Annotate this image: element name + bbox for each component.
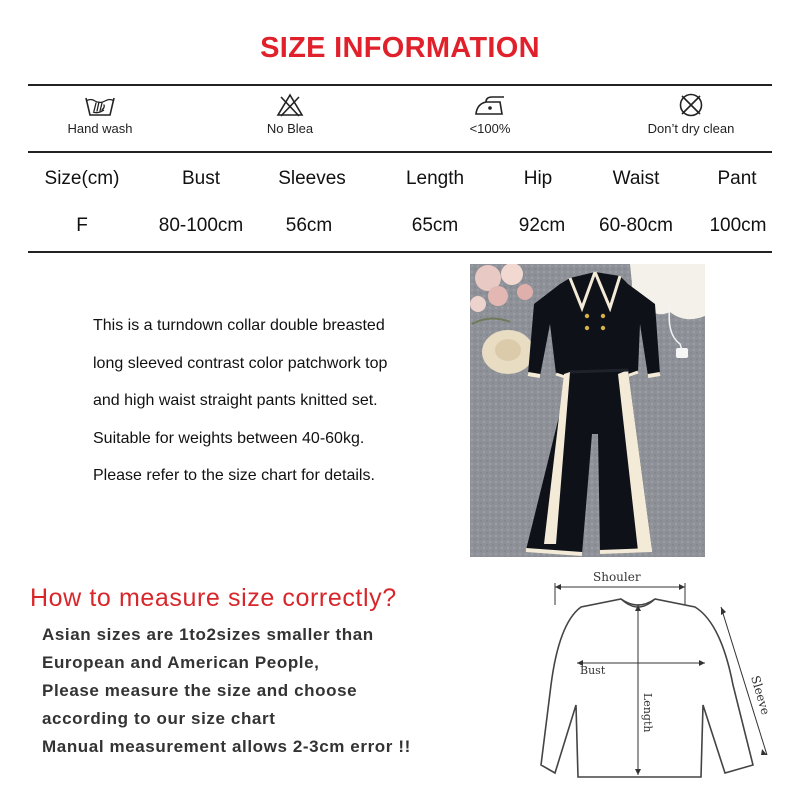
care-label: <100% bbox=[469, 121, 511, 136]
table-header: Hip bbox=[523, 168, 553, 189]
table-header: Length bbox=[405, 168, 465, 189]
table-cell: F bbox=[76, 215, 88, 236]
description-line: Please refer to the size chart for details. bbox=[93, 467, 375, 484]
table-cell: 65cm bbox=[411, 215, 459, 236]
care-item-iron bbox=[415, 92, 565, 136]
table-header: Size(cm) bbox=[44, 168, 120, 189]
divider-bottom bbox=[28, 251, 772, 253]
sweater-diagram bbox=[525, 565, 787, 795]
hand-wash-icon bbox=[83, 92, 117, 118]
table-cell: 60-80cm bbox=[599, 215, 673, 236]
description-line: This is a turndown collar double breasted bbox=[93, 317, 385, 334]
divider-mid bbox=[28, 151, 772, 153]
table-row bbox=[28, 215, 772, 249]
table-cell: 100cm bbox=[709, 215, 767, 236]
description-line: long sleeved contrast color patchwork top bbox=[93, 354, 388, 372]
note-line: European and American People, bbox=[42, 653, 320, 672]
divider-top bbox=[28, 84, 772, 86]
care-label: No Blea bbox=[266, 121, 314, 136]
page-title: SIZE INFORMATION bbox=[260, 32, 540, 64]
table-header: Sleeves bbox=[278, 168, 346, 189]
description-line: and high waist straight pants knitted set. bbox=[93, 392, 378, 409]
note-line: Asian sizes are 1to2sizes smaller than bbox=[42, 625, 374, 644]
table-cell: 92cm bbox=[518, 215, 566, 236]
note-line: Please measure the size and choose bbox=[42, 681, 358, 700]
sleeve-label: Sleeve bbox=[748, 673, 773, 717]
measurement-diagram bbox=[525, 565, 787, 795]
no-dry-clean-icon bbox=[676, 92, 706, 118]
no-bleach-icon bbox=[275, 92, 305, 118]
shoulder-label: Shouler bbox=[593, 570, 641, 584]
note-line: Manual measurement allows 2-3cm error !! bbox=[42, 737, 411, 756]
table-cell: 80-100cm bbox=[158, 215, 244, 236]
description-line: Suitable for weights between 40-60kg. bbox=[93, 429, 365, 447]
how-to-measure-notes bbox=[42, 624, 411, 764]
table-header: Waist bbox=[612, 168, 660, 189]
care-item-no-dry-clean bbox=[616, 92, 766, 136]
length-label: Length bbox=[641, 693, 654, 733]
care-item-hand-wash bbox=[25, 92, 175, 136]
product-description bbox=[93, 316, 463, 504]
care-label: Don’t dry clean bbox=[647, 121, 735, 136]
care-instructions bbox=[28, 92, 772, 144]
care-item-no-bleach bbox=[215, 92, 365, 136]
how-to-measure-title: How to measure size correctly? bbox=[30, 584, 397, 612]
product-photo bbox=[470, 264, 705, 557]
product-photo-illustration bbox=[470, 264, 705, 557]
table-header: Pant bbox=[717, 168, 757, 189]
table-header-row bbox=[28, 168, 772, 202]
table-header: Bust bbox=[181, 168, 221, 189]
iron-icon bbox=[472, 92, 508, 118]
table-cell: 56cm bbox=[285, 215, 333, 236]
care-label: Hand wash bbox=[67, 121, 133, 136]
note-line: according to our size chart bbox=[42, 709, 276, 728]
bust-label: Bust bbox=[580, 664, 606, 677]
